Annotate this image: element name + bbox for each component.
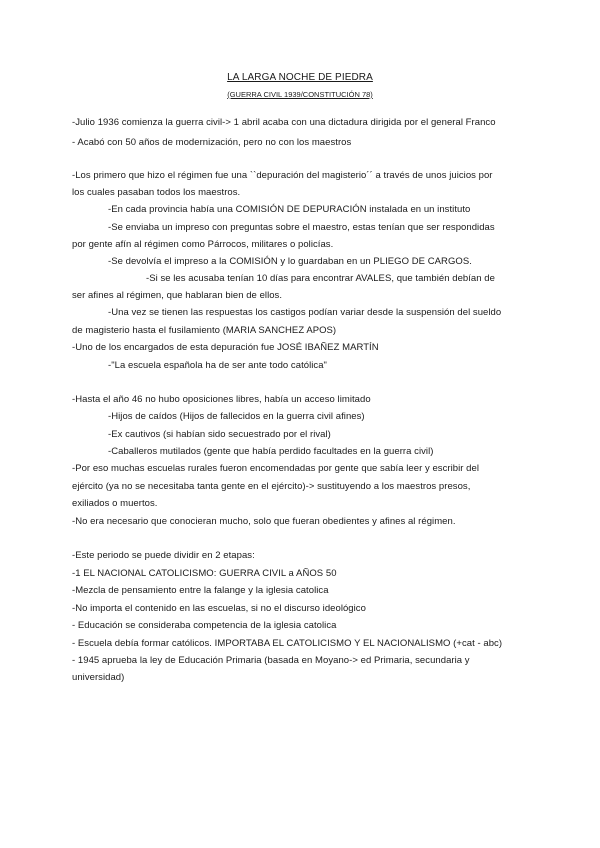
text-line: -Por eso muchas escuelas rurales fueron encomendadas por gente que sabía leer y escribir del	[72, 463, 479, 474]
text-line: - Educación se consideraba competencia de la iglesia catolica	[72, 620, 337, 631]
text-line: - 1945 aprueba la ley de Educación Primaria (basada en Moyano-> ed Primaria, secundaria y	[72, 655, 470, 666]
text-line: -Ex cautivos (si habían sido secuestrado por el rival)	[108, 429, 331, 440]
document-subtitle: (GUERRA CIVIL 1939/CONSTITUCIÓN 78)	[227, 90, 373, 99]
text-line: -No importa el contenido en las escuelas, si no el discurso ideológico	[72, 603, 366, 614]
text-line: -Uno de los encargados de esta depuración fue JOSÉ IBAÑEZ MARTÍN	[72, 342, 379, 353]
text-line: de magisterio hasta el fusilamiento (MARIA SANCHEZ APOS)	[72, 325, 337, 336]
text-line: -Si se les acusaba tenían 10 días para encontrar AVALES, que también debían de	[146, 273, 495, 284]
text-line: -Hijos de caídos (Hijos de fallecidos en la guerra civil afines)	[108, 411, 365, 422]
text-line: - Escuela debía formar católicos. IMPORTABA EL CATOLICISMO Y EL NACIONALISMO (+cat - abc)	[72, 638, 503, 649]
text-line: -En cada provincia había una COMISIÓN DE DEPURACIÓN instalada en un instituto	[108, 204, 471, 215]
text-line: -1 EL NACIONAL CATOLICISMO: GUERRA CIVIL a AÑOS 50	[72, 568, 337, 579]
text-line: ejército (ya no se necesitaba tanta gente en el ejército)-> sustituyendo a los maestros presos,	[72, 481, 471, 492]
text-line: los cuales pasaban todos los maestros.	[72, 187, 241, 198]
text-line: -Se devolvía el impreso a la COMISIÓN y lo guardaban en un PLIEGO DE CARGOS.	[108, 256, 472, 267]
text-line: -Los primero que hizo el régimen fue una ``depuración del magisterio´´ a través de unos juicios por	[72, 170, 493, 181]
text-line: - Acabó con 50 años de modernización, pero no con los maestros	[72, 137, 352, 148]
text-line: por gente afín al régimen como Párrocos, militares o policías.	[72, 239, 334, 250]
text-line: -Hasta el año 46 no hubo oposiciones libres, había un acceso limitado	[72, 394, 371, 405]
text-line: ser afines al régimen, que hablaran bien de ellos.	[72, 290, 283, 301]
text-line: universidad)	[72, 672, 125, 683]
text-line: -Se enviaba un impreso con preguntas sobre el maestro, estas tenían que ser respondidas	[108, 222, 495, 233]
text-line: exiliados o muertos.	[72, 498, 158, 509]
text-line: -No era necesario que conocieran mucho, solo que fueran obedientes y afines al régimen.	[72, 516, 456, 527]
text-line: -Este periodo se puede dividir en 2 etapas:	[72, 550, 255, 561]
document-title: LA LARGA NOCHE DE PIEDRA	[227, 72, 373, 83]
text-line: -"La escuela española ha de ser ante todo católica"	[108, 360, 327, 371]
text-line: -Caballeros mutilados (gente que había perdido facultades en la guerra civil)	[108, 446, 434, 457]
text-line: -Julio 1936 comienza la guerra civil-> 1 abril acaba con una dictadura dirigida por el general Franco	[72, 117, 496, 128]
text-line: -Una vez se tienen las respuestas los castigos podían variar desde la suspensión del sueldo	[108, 307, 502, 318]
text-line: -Mezcla de pensamiento entre la falange y la iglesia catolica	[72, 585, 329, 596]
